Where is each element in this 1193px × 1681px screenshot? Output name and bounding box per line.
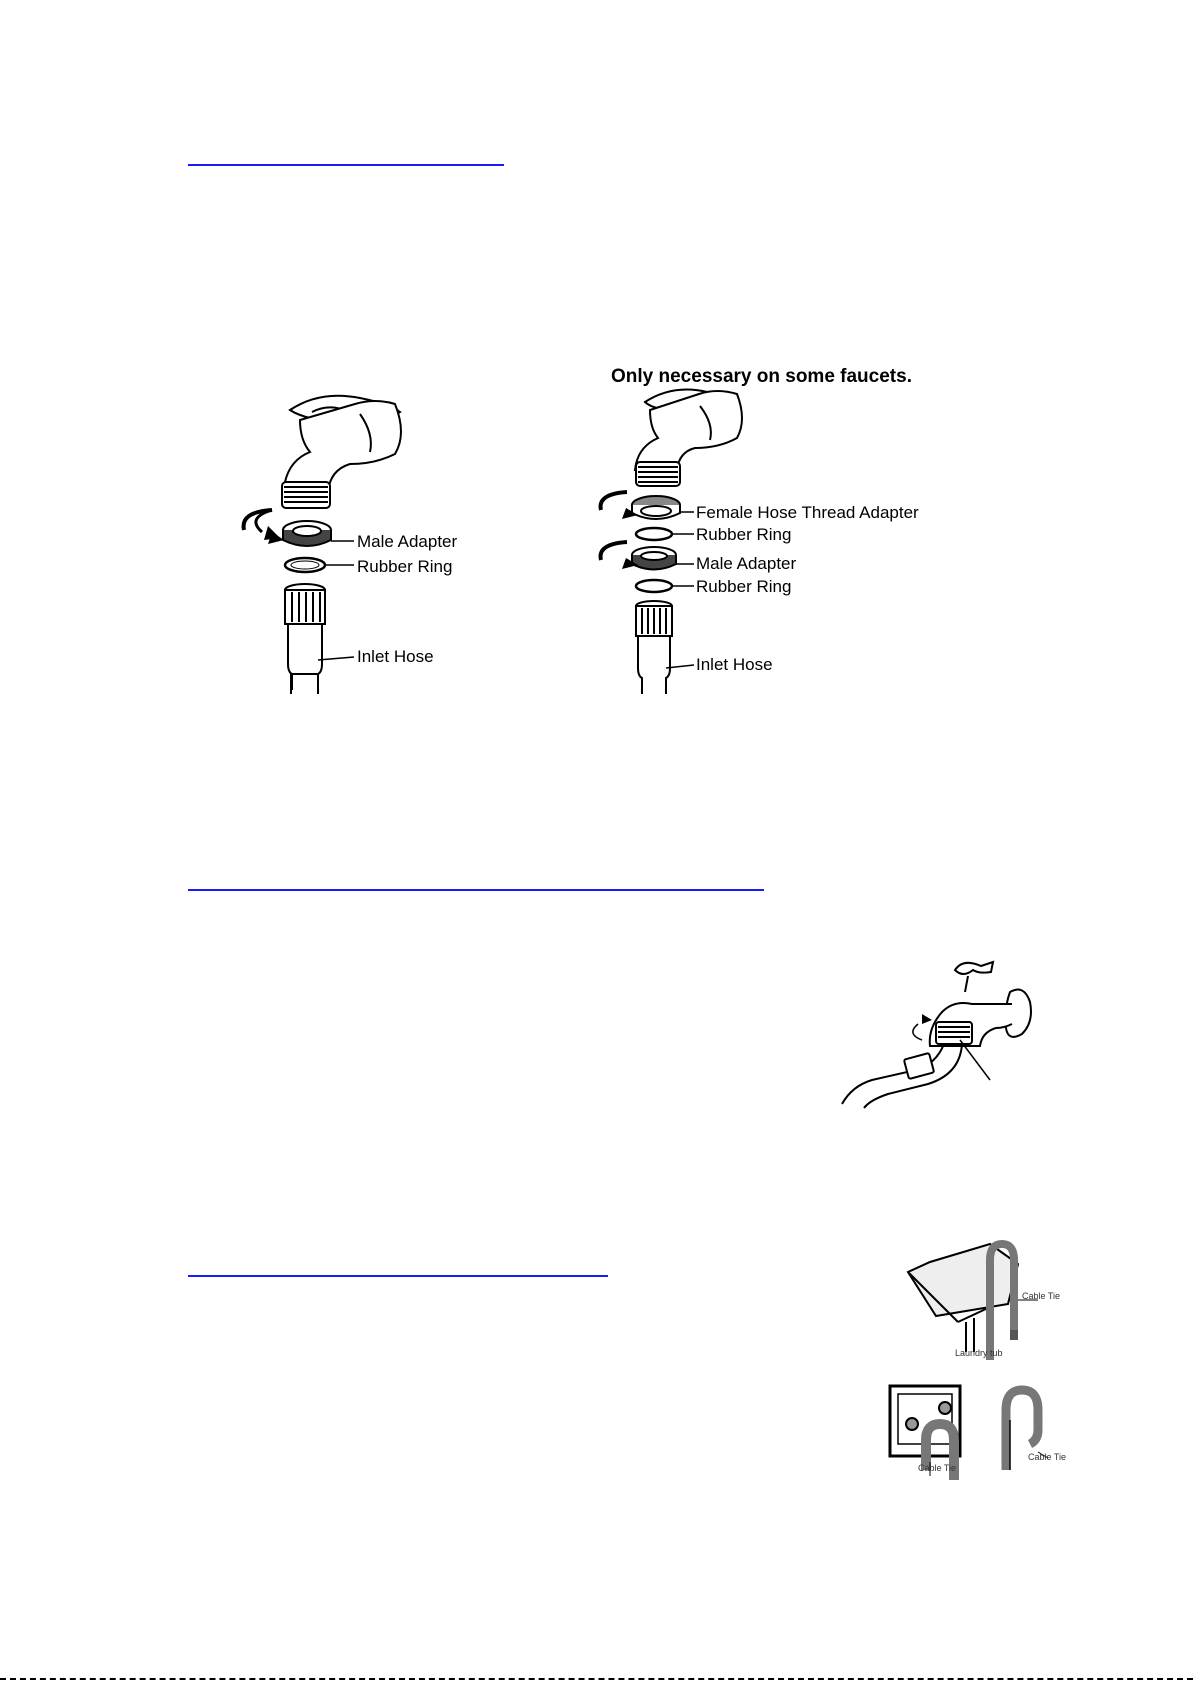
page-bottom-dashed-border [0,1678,1193,1680]
laundry-tub-label: Laundry tub [955,1348,1003,1358]
male-adapter-label: Male Adapter [357,532,458,551]
rubber-ring-label-1: Rubber Ring [696,525,792,544]
male-adapter-label-2: Male Adapter [696,554,797,573]
faucet-note: Only necessary on some faucets. [611,366,912,387]
rubber-ring-label-2: Rubber Ring [696,577,792,596]
inlet-hose-label-2: Inlet Hose [696,655,773,674]
female-adapter-label: Female Hose Thread Adapter [696,503,919,522]
cable-tie-label-2: Cable Tie [918,1463,957,1473]
inlet-hose-label: Inlet Hose [357,647,434,666]
cable-tie-label-1: Cable Tie [1022,1291,1061,1301]
rubber-ring-label: Rubber Ring [357,557,453,576]
cable-tie-label-3: Cable Tie [1028,1452,1067,1462]
